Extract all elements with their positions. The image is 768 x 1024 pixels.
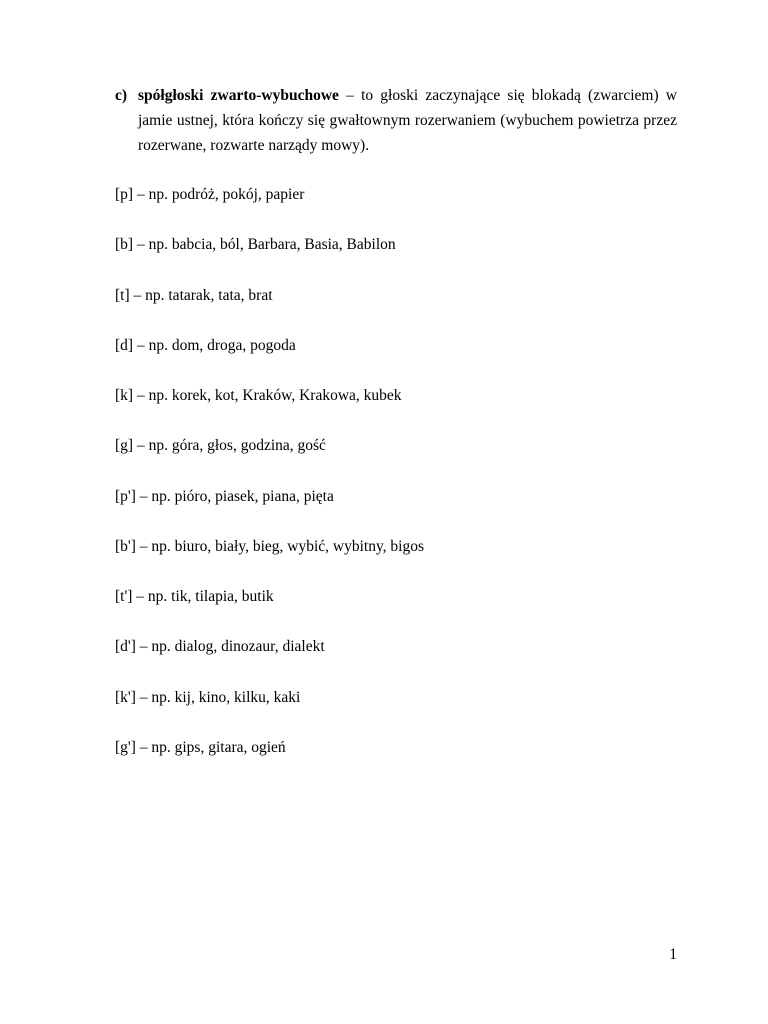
example-item: [t'] – np. tik, tilapia, butik (115, 588, 274, 605)
example-item: [g] – np. góra, głos, godzina, gość (115, 437, 326, 455)
definition-paragraph (138, 83, 677, 158)
example-item: [b'] – np. biuro, biały, bieg, wybić, wybitny, bigos (115, 537, 425, 555)
definition-text: – to głoski zaczynające się blokadą (zwarciem) w jamie ustnej, która kończy się gwałtownym rozerwaniem (wybuchem powietrza przez rozerwane, rozwarte narządy mowy). (138, 87, 677, 154)
example-item: [t] – np. tatarak, tata, brat (115, 286, 273, 304)
list-marker: c) (115, 87, 128, 104)
example-item: [p'] – np. pióro, piasek, piana, pięta (115, 487, 334, 505)
term-bold: spółgłoski zwarto-wybuchowe (138, 87, 339, 104)
example-item: [p] – np. podróż, pokój, papier (115, 186, 305, 203)
example-item: [d] – np. dom, droga, pogoda (115, 336, 296, 354)
example-item: [d'] – np. dialog, dinozaur, dialekt (115, 638, 325, 656)
examples-list (115, 170, 424, 773)
example-item: [k] – np. korek, kot, Kraków, Krakowa, kubek (115, 387, 402, 404)
example-item: [b] – np. babcia, ból, Barbara, Basia, Babilon (115, 236, 396, 254)
page-number: 1 (669, 946, 677, 963)
example-item: [g'] – np. gips, gitara, ogień (115, 738, 286, 756)
example-item: [k'] – np. kij, kino, kilku, kaki (115, 688, 301, 706)
